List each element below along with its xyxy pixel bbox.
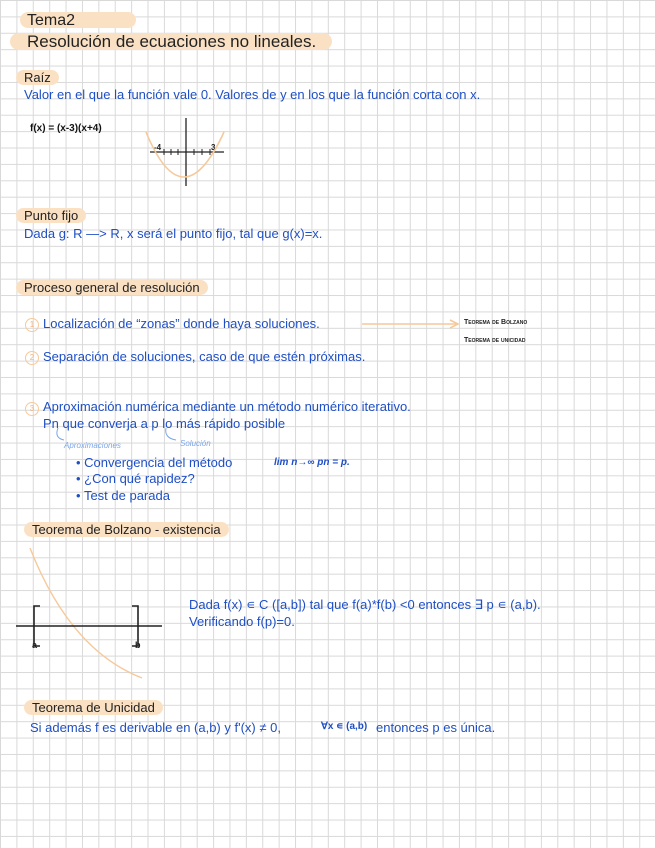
unicidad-text-b: entonces p es única. xyxy=(376,720,496,735)
note-aproximaciones: Aproximaciones xyxy=(64,441,121,450)
bullet-3-text: Test de parada xyxy=(83,488,170,503)
bolzano-label-a: a xyxy=(32,640,38,650)
step-2-number: 2 xyxy=(25,351,39,365)
ref-unicidad: Teorema de unicidad xyxy=(464,337,526,344)
raiz-tick-left: -4 xyxy=(154,143,162,152)
raiz-text: Valor en el que la función vale 0. Valores de y en los que la función corta con x. xyxy=(24,87,481,102)
unicidad-heading: Teorema de Unicidad xyxy=(24,700,163,715)
step-3-number: 3 xyxy=(25,402,39,416)
bullet-1-text: Convergencia del método xyxy=(84,455,233,470)
raiz-tick-right: 3 xyxy=(211,143,216,152)
bolzano-sketch xyxy=(16,548,162,678)
bolzano-label-b: b xyxy=(135,640,141,650)
page-subtitle: Resolución de ecuaciones no lineales. xyxy=(27,32,317,51)
unicidad-text-a: Si además f es derivable en (a,b) y f'(x) ≠ 0, xyxy=(30,720,281,735)
proceso-heading: Proceso general de resolución xyxy=(16,280,208,295)
punto-fijo-text: Dada g: R —> R, x será el punto fijo, tal que g(x)=x. xyxy=(24,226,323,241)
raiz-formula: f(x) = (x-3)(x+4) xyxy=(30,123,102,134)
unicidad-hand-note: ∀x ∊ (a,b) xyxy=(321,721,368,732)
bullet-3: • Test de parada xyxy=(76,488,170,503)
note-solucion: Solución xyxy=(180,439,211,448)
raiz-heading: Raíz xyxy=(16,70,59,85)
bolzano-line1: Dada f(x) ∊ C ([a,b]) tal que f(a)*f(b) <0 entonces ∃ p ∊ (a,b). xyxy=(189,597,541,612)
parabola-sketch xyxy=(146,118,224,186)
hook-solucion xyxy=(166,428,176,440)
page-title: Tema2 xyxy=(27,12,76,29)
bolzano-line2: Verificando f(p)=0. xyxy=(189,614,295,629)
ref-bolzano: Teorema de Bolzano xyxy=(464,319,528,326)
bolzano-heading: Teorema de Bolzano - existencia xyxy=(24,522,229,537)
bullet-1: • Convergencia del método xyxy=(76,455,233,470)
step-1-number: 1 xyxy=(25,318,39,332)
step-2-text: Separación de soluciones, caso de que estén próximas. xyxy=(43,349,366,364)
punto-fijo-heading: Punto fijo xyxy=(16,208,86,223)
bullet-2: • ¿Con qué rapidez? xyxy=(76,471,195,486)
step-1-text: Localización de “zonas” donde haya soluciones. xyxy=(43,316,320,331)
step-3-line2: Pn que converja a p lo más rápido posible xyxy=(43,416,286,431)
bullet-2-text: ¿Con qué rapidez? xyxy=(84,471,195,486)
hook-aprox xyxy=(57,428,64,440)
limit-note: lim n→∞ pn = p. xyxy=(274,457,350,468)
step-3-text: Aproximación numérica mediante un método numérico iterativo. xyxy=(43,399,411,414)
reference-arrow xyxy=(362,320,458,328)
